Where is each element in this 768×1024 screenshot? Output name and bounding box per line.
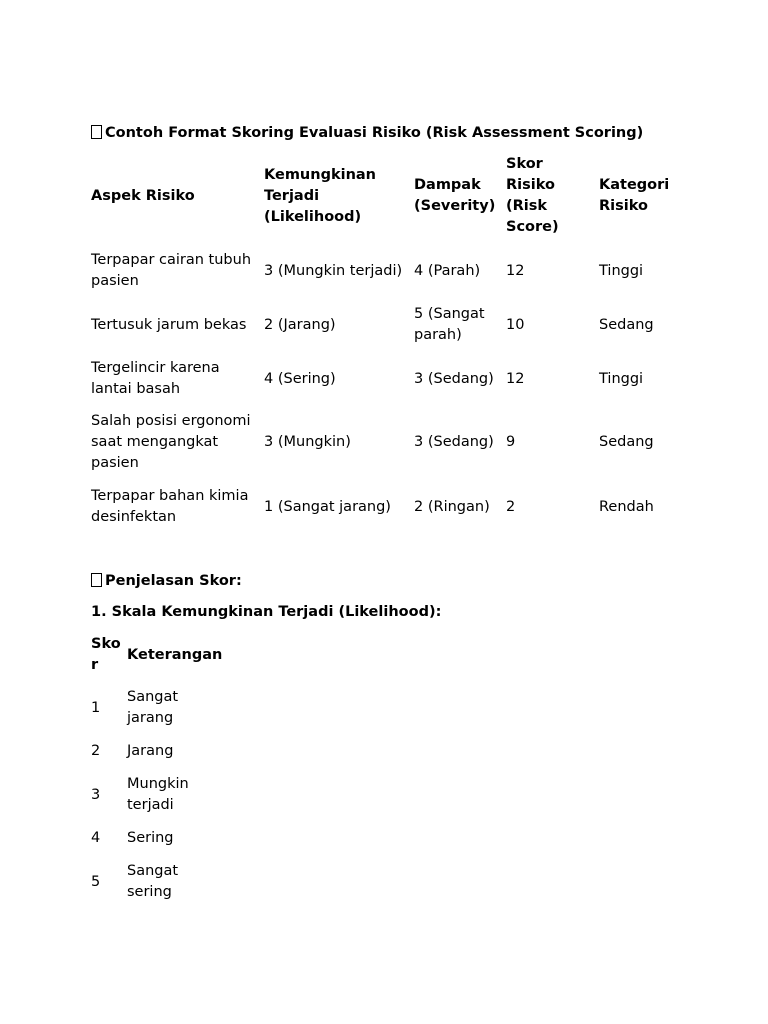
header-likelihood: Kemungkinan Terjadi (Likelihood) [264,166,376,225]
section-title-risk-scoring [91,123,643,144]
header-category: Kategori Risiko [599,177,670,214]
header-score: Skor Risiko (Risk Score) [506,156,559,235]
missing-glyph-icon [91,573,102,587]
likelihood-score: 5 [91,873,101,890]
cell-category: Rendah [599,498,654,515]
header-severity: Dampak (Severity) [414,177,496,214]
cell-severity: 3 (Sedang) [414,370,494,387]
header-skor: Skor [91,636,121,673]
cell-category: Tinggi [599,262,644,279]
cell-severity: 2 (Ringan) [414,498,490,515]
cell-category: Sedang [599,316,654,333]
likelihood-desc: Mungkin terjadi [127,776,189,813]
cell-likelihood: 1 (Sangat jarang) [264,498,391,515]
cell-score: 12 [506,262,525,279]
cell-aspect: Salah posisi ergonomi saat mengangkat pasien [91,413,251,471]
likelihood-score: 2 [91,743,101,759]
cell-aspect: Tertusuk jarum bekas [91,316,247,333]
header-keterangan: Keterangan [127,646,223,663]
cell-score: 10 [506,316,525,333]
cell-category: Tinggi [599,370,644,387]
likelihood-score: 3 [91,786,101,803]
cell-severity: 5 (Sangat parah) [414,306,485,343]
likelihood-score: 1 [91,699,101,716]
score-explanation-title-text: Penjelasan Skor: [105,573,242,589]
header-aspect: Aspek Risiko [91,187,195,204]
cell-aspect: Tergelincir karena lantai basah [91,360,220,397]
cell-likelihood: 2 (Jarang) [264,316,336,333]
likelihood-desc: Sangat sering [127,863,179,900]
missing-glyph-icon [91,125,102,139]
cell-severity: 3 (Sedang) [414,434,494,450]
cell-category: Sedang [599,434,654,450]
cell-score: 2 [506,498,516,515]
cell-aspect: Terpapar cairan tubuh pasien [91,252,252,289]
cell-likelihood: 3 (Mungkin terjadi) [264,262,403,279]
risk-scoring-title-text: Contoh Format Skoring Evaluasi Risiko (Risk Assessment Scoring) [105,125,644,141]
cell-likelihood: 3 (Mungkin) [264,434,351,450]
section-title-score-explanation [91,571,242,592]
cell-aspect: Terpapar bahan kimia desinfektan [91,488,249,525]
likelihood-desc: Jarang [127,743,174,759]
likelihood-desc: Sering [127,830,174,846]
cell-severity: 4 (Parah) [414,262,481,279]
cell-score: 12 [506,370,525,387]
cell-likelihood: 4 (Sering) [264,370,336,387]
cell-score: 9 [506,434,516,450]
subsection-title-likelihood-scale: 1. Skala Kemungkinan Terjadi (Likelihood): [91,604,442,620]
likelihood-score: 4 [91,830,101,846]
likelihood-desc: Sangat jarang [127,689,179,726]
